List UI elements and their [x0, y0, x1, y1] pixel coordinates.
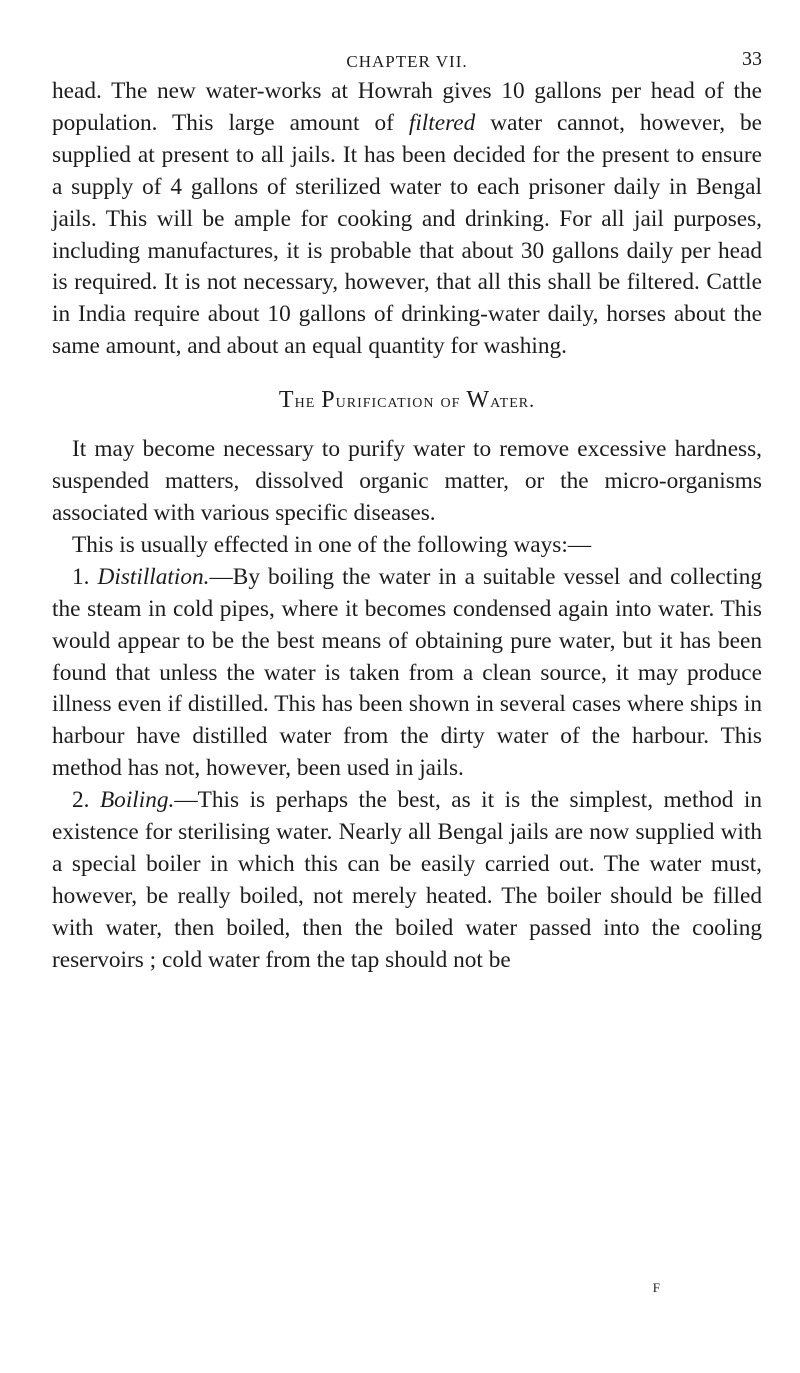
item-2-text: —This is perhaps the best, as it is the simplest, method in existence for sterilising water. Nearly all Bengal jails are now supplied with a special boiler in which this can be easily carried out. The water must, however, be really boiled, not merely heated. The boiler should be filled with water, then boiled, then the boiled water passed into the cooling reservoirs ; cold water from the tap should not be: [52, 787, 762, 973]
running-head: CHAPTER VII.: [346, 52, 468, 71]
item-2-number: 2.: [72, 787, 100, 814]
ways-paragraph: This is usually effected in one of the following ways:—: [72, 531, 592, 558]
title-part-1: he: [294, 390, 322, 413]
item-1-number: 1.: [72, 563, 98, 590]
page: [52, 30, 762, 977]
title-cap-2: P: [321, 387, 336, 414]
title-cap-1: T: [278, 387, 295, 414]
continued-text: head. The new water-works at Howrah gives 10 gallons per head of the population. This large amount of: [52, 78, 762, 136]
signature-mark: F: [652, 1280, 660, 1295]
title-part-3: ater.: [490, 390, 536, 413]
continued-paragraph: [52, 76, 762, 363]
boiling-paragraph: [52, 785, 762, 976]
page-number: 33: [742, 48, 762, 70]
intro-paragraph: It may become necessary to purify water to remove excessive hardness, suspended matters, dissolved organic matter, or the micro-organisms associated with various specific diseases.: [52, 436, 762, 526]
item-2-title: Boiling.: [99, 787, 175, 814]
continued-text-rest: water cannot, however, be supplied at present to all jails. It has been decided for the present to ensure a supply of 4 gallons of sterilized water to each prisoner daily in Bengal jails. This will be ample for cooking and drinking. For all jail purposes, including manufactures, it is probable that about 30 gallons daily per head is required. It is not necessary, however, that all this shall be filtered. Cattle in India require about 10 gallons of drinking-water daily, horses about the same amount, and about an equal quantity for washing.: [52, 109, 762, 360]
title-cap-3: W: [466, 387, 491, 414]
page-header: [52, 30, 762, 76]
distillation-paragraph: [52, 562, 762, 785]
item-1-text: —By boiling the water in a suitable vessel and collecting the steam in cold pipes, where it becomes condensed again into water. This would appear to be the best means of obtaining pure water, but it has been found that unless the water is taken from a clean source, it may produce illness even if distilled. This has been shown in several cases where ships in harbour have distilled water from the dirty water of the harbour. This method has not, however, been used in jails.: [52, 563, 763, 782]
item-1-title: Distillation.: [97, 563, 210, 590]
section-title: [52, 387, 762, 414]
filtered-word: filtered: [408, 109, 476, 136]
title-part-2: urification of: [335, 390, 467, 413]
